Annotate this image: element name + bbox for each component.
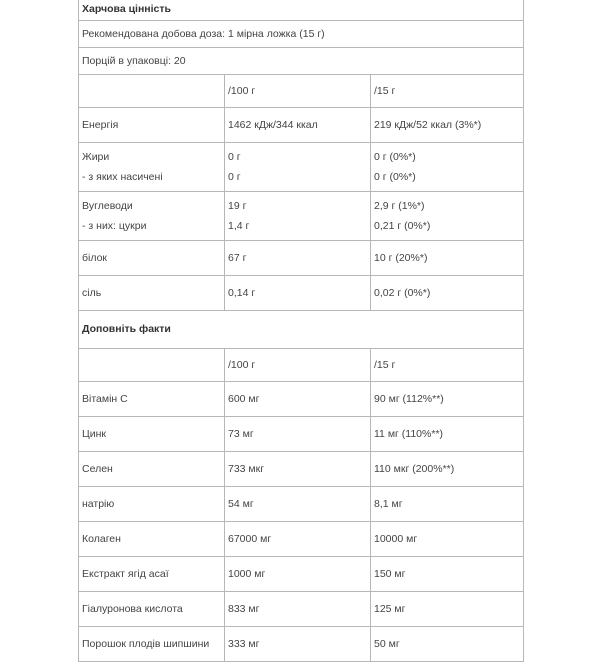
row-per15: 125 мг	[371, 592, 524, 627]
column-header-row	[79, 349, 524, 382]
row-per100: 833 мг	[225, 592, 371, 627]
row-per100	[225, 143, 371, 192]
table-row	[79, 452, 524, 487]
row-label: Цинк	[79, 417, 225, 452]
row-per100: 54 мг	[225, 487, 371, 522]
row-per15: 219 кДж/52 ккал (3%*)	[371, 108, 524, 143]
row-per15-main: 2,9 г (1%*)	[374, 200, 425, 212]
title-row	[79, 0, 524, 21]
row-per15: 10 г (20%*)	[371, 241, 524, 276]
servings-per-pack-text: Порцій в упаковці: 20	[79, 48, 524, 75]
column-header-per100: /100 г	[225, 75, 371, 108]
table-row	[79, 592, 524, 627]
row-per100: 67 г	[225, 241, 371, 276]
column-header-per100: /100 г	[225, 349, 371, 382]
table-row	[79, 382, 524, 417]
table-row	[79, 417, 524, 452]
row-label: білок	[79, 241, 225, 276]
row-label: Селен	[79, 452, 225, 487]
table-row	[79, 108, 524, 143]
row-label: Вітамін С	[79, 382, 225, 417]
column-header-label	[79, 349, 225, 382]
row-per100: 0,14 г	[225, 276, 371, 311]
row-per100: 1462 кДж/344 ккал	[225, 108, 371, 143]
table-row	[79, 557, 524, 592]
section-title: Доповніть факти	[79, 311, 524, 349]
row-per100: 733 мкг	[225, 452, 371, 487]
row-label: Гіалуронова кислота	[79, 592, 225, 627]
row-per15-sub: 0 г (0%*)	[374, 171, 416, 183]
row-per100-main: 0 г	[228, 151, 241, 163]
row-label-sub: - з них: цукри	[82, 220, 147, 232]
table-row	[79, 192, 524, 241]
row-per100	[225, 192, 371, 241]
row-label: Екстракт ягід асаї	[79, 557, 225, 592]
row-label	[79, 143, 225, 192]
row-label-main: Жири	[82, 151, 110, 163]
row-per15-main: 0 г (0%*)	[374, 151, 416, 163]
row-label-sub: - з яких насичені	[82, 171, 163, 183]
column-header-row	[79, 75, 524, 108]
column-header-label	[79, 75, 225, 108]
table-row	[79, 143, 524, 192]
row-label	[79, 192, 225, 241]
row-label: сіль	[79, 276, 225, 311]
column-header-per15: /15 г	[371, 349, 524, 382]
row-per100: 600 мг	[225, 382, 371, 417]
table-row	[79, 487, 524, 522]
row-per100: 73 мг	[225, 417, 371, 452]
row-per15: 90 мг (112%**)	[371, 382, 524, 417]
table-row	[79, 241, 524, 276]
row-per15: 50 мг	[371, 627, 524, 662]
nutrition-document	[78, 0, 523, 650]
row-per100-sub: 1,4 г	[228, 220, 250, 232]
serving-size-text: Рекомендована добова доза: 1 мірна ложка (15 г)	[79, 21, 524, 48]
serving-row	[79, 21, 524, 48]
row-label: натрію	[79, 487, 225, 522]
table-row	[79, 276, 524, 311]
row-label-main: Вуглеводи	[82, 200, 133, 212]
row-per15	[371, 192, 524, 241]
table-title: Харчова цінність	[79, 0, 524, 21]
row-label: Колаген	[79, 522, 225, 557]
row-per100-sub: 0 г	[228, 171, 241, 183]
row-label: Порошок плодів шипшини	[79, 627, 225, 662]
table-row	[79, 627, 524, 662]
row-per100-main: 19 г	[228, 200, 247, 212]
row-per15	[371, 143, 524, 192]
row-per100: 67000 мг	[225, 522, 371, 557]
row-label: Енергія	[79, 108, 225, 143]
row-per15: 11 мг (110%**)	[371, 417, 524, 452]
row-per15: 8,1 мг	[371, 487, 524, 522]
row-per15: 0,02 г (0%*)	[371, 276, 524, 311]
row-per15: 110 мкг (200%**)	[371, 452, 524, 487]
row-per15: 150 мг	[371, 557, 524, 592]
column-header-per15: /15 г	[371, 75, 524, 108]
table-row	[79, 522, 524, 557]
nutrition-table	[78, 0, 524, 662]
servings-row	[79, 48, 524, 75]
section-title-row	[79, 311, 524, 349]
row-per100: 333 мг	[225, 627, 371, 662]
row-per15-sub: 0,21 г (0%*)	[374, 220, 431, 232]
row-per15: 10000 мг	[371, 522, 524, 557]
row-per100: 1000 мг	[225, 557, 371, 592]
